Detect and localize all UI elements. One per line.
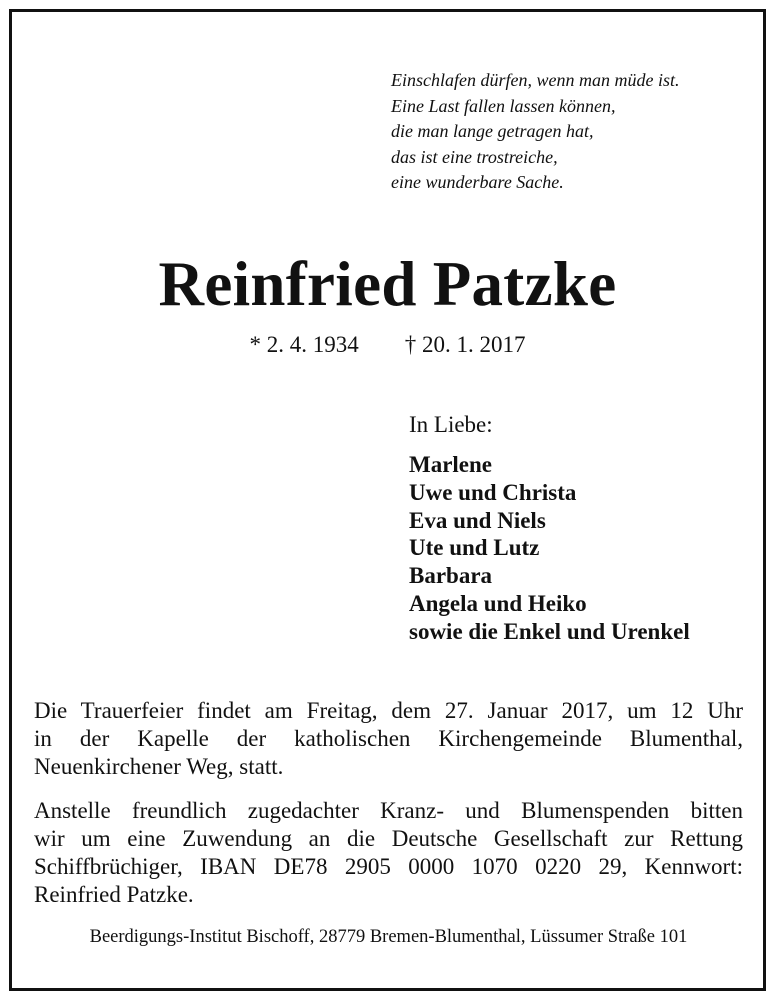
- funeral-home-footer: Beerdigungs-Institut Bischoff, 28779 Bremen-Blumenthal, Lüssumer Straße 101: [89, 927, 688, 947]
- mourner-name: Uwe und Christa: [409, 479, 577, 505]
- donation-line: wir um eine Zuwendung an die Deutsche Gesellschaft zur Rettung: [34, 826, 743, 851]
- birth-date: * 2. 4. 1934: [249, 332, 359, 357]
- death-date: † 20. 1. 2017: [404, 332, 526, 357]
- poem-line: eine wunderbare Sache.: [391, 172, 564, 192]
- service-paragraph: [34, 697, 743, 781]
- service-line: Neuenkirchener Weg, statt.: [34, 754, 284, 779]
- service-line: in der Kapelle der katholischen Kirchengemeinde Blumenthal,: [34, 726, 743, 751]
- poem-line: Eine Last fallen lassen können,: [391, 95, 616, 116]
- donation-paragraph: [34, 797, 743, 909]
- mourner-name: Ute und Lutz: [409, 535, 540, 561]
- mourner-name: Marlene: [409, 452, 493, 477]
- mourner-name: Eva und Niels: [409, 507, 546, 533]
- life-dates: [12, 329, 763, 361]
- mourners-intro: In Liebe:: [409, 412, 493, 437]
- donation-line: Reinfried Patzke.: [34, 882, 194, 907]
- mourner-name: Barbara: [409, 563, 493, 589]
- donation-line: Anstelle freundlich zugedachter Kranz- und Blumenspenden bitten: [34, 798, 743, 823]
- poem: [391, 68, 761, 196]
- donation-line: Schiffbrüchiger, IBAN DE78 2905 0000 1070 0220 29, Kennwort:: [34, 854, 743, 879]
- mourner-name: sowie die Enkel und Urenkel: [409, 618, 690, 644]
- poem-line: das ist eine trostreiche,: [391, 146, 558, 167]
- poem-line: die man lange getragen hat,: [391, 121, 594, 141]
- mourners-list: [409, 451, 690, 646]
- service-line: Die Trauerfeier findet am Freitag, dem 27. Januar 2017, um 12 Uhr: [34, 698, 743, 723]
- deceased-name: Reinfried Patzke: [158, 249, 617, 319]
- obituary-notice: [9, 9, 766, 991]
- mourner-name: Angela und Heiko: [409, 590, 587, 616]
- poem-line: Einschlafen dürfen, wenn man müde ist.: [391, 70, 680, 90]
